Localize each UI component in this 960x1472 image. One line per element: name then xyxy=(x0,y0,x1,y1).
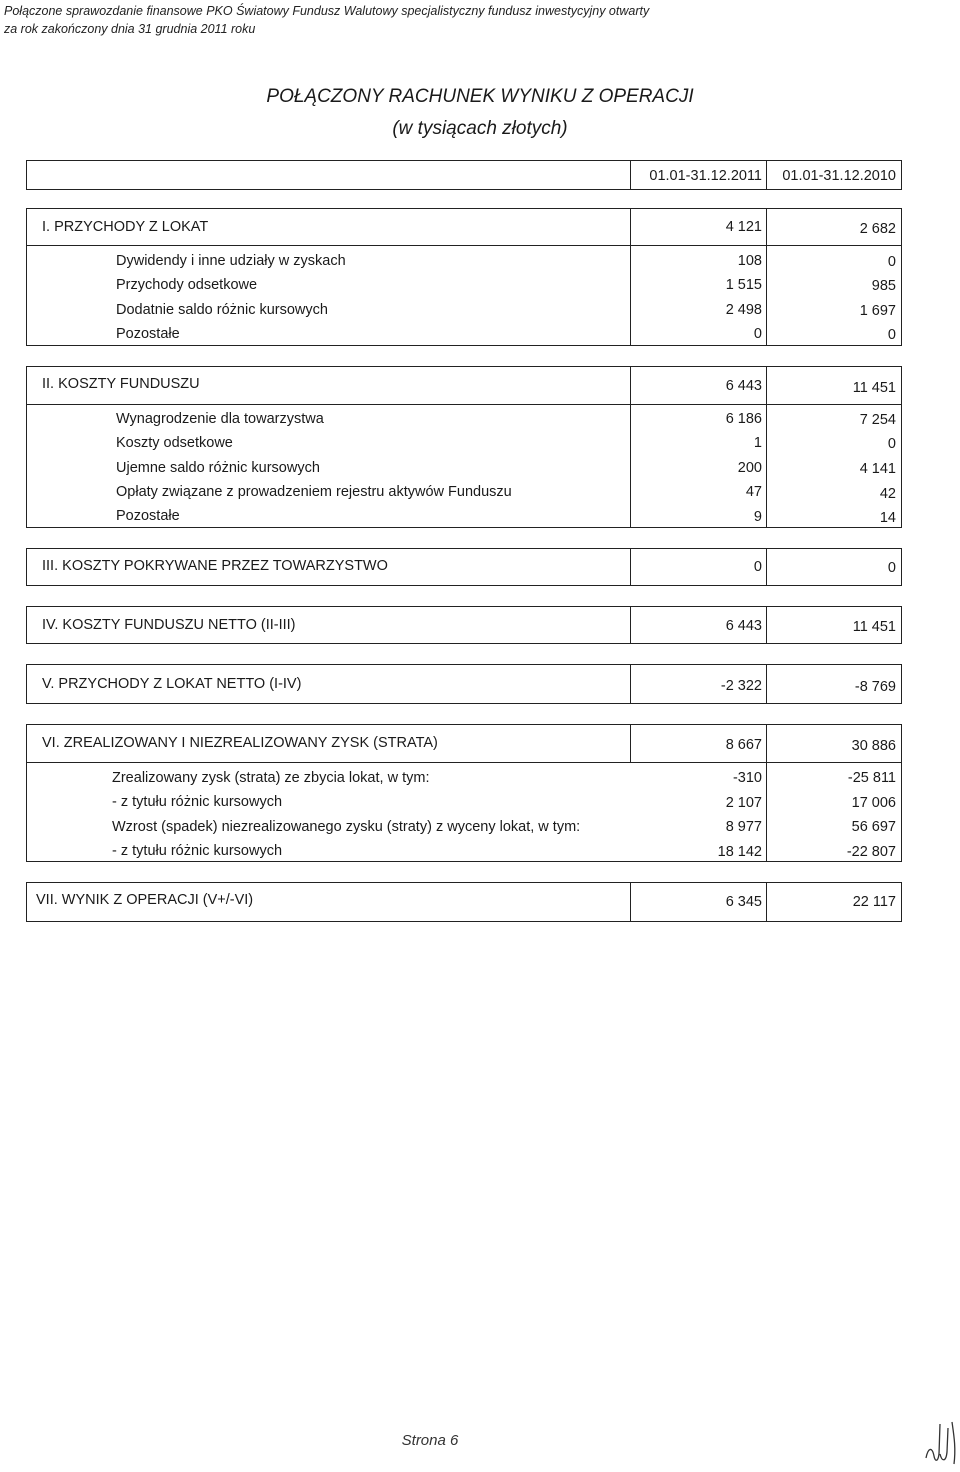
item-label: - z tytułu różnic kursowych xyxy=(112,843,283,859)
section-value-2011: 8 667 xyxy=(725,737,762,753)
item-value-2010: 1 697 xyxy=(859,303,896,319)
section-value-2011: 6 345 xyxy=(725,894,762,910)
item-label: Pozostałe xyxy=(116,508,180,524)
section-label: VII. WYNIK Z OPERACJI (V+/-VI) xyxy=(36,892,254,908)
section-value-2011: 4 121 xyxy=(725,219,762,235)
section-value-2011: 6 443 xyxy=(725,618,762,634)
item-value-2011: 108 xyxy=(737,253,762,269)
section-value-2010: -8 769 xyxy=(854,679,896,695)
item-label: Koszty odsetkowe xyxy=(116,435,233,451)
item-value-2011: 47 xyxy=(745,484,762,500)
page-subtitle: (w tysiącach złotych) xyxy=(392,118,568,139)
item-label: Opłaty związane z prowadzeniem rejestru aktywów Funduszu xyxy=(116,484,512,500)
item-value-2010: 985 xyxy=(871,278,896,294)
item-value-2011: 0 xyxy=(753,326,762,342)
item-value-2011: 8 977 xyxy=(725,819,762,835)
item-value-2011: 2 498 xyxy=(725,302,762,318)
column-header-2010: 01.01-31.12.2010 xyxy=(782,168,896,184)
item-value-2011: 1 515 xyxy=(725,277,762,293)
item-label: Wzrost (spadek) niezrealizowanego zysku (straty) z wyceny lokat, w tym: xyxy=(112,819,581,835)
header-line-2: za rok zakończony dnia 31 grudnia 2011 roku xyxy=(4,22,256,36)
item-value-2011: -310 xyxy=(732,770,762,786)
section-label: VI. ZREALIZOWANY I NIEZREALIZOWANY ZYSK (STRATA) xyxy=(42,735,438,751)
item-label: Zrealizowany zysk (strata) ze zbycia lokat, w tym: xyxy=(112,770,430,786)
item-value-2010: 0 xyxy=(887,254,896,270)
section-label: II. KOSZTY FUNDUSZU xyxy=(42,376,200,392)
page-title: POŁĄCZONY RACHUNEK WYNIKU Z OPERACJI xyxy=(266,86,694,107)
section-label: IV. KOSZTY FUNDUSZU NETTO (II-III) xyxy=(42,617,296,633)
item-value-2010: 56 697 xyxy=(851,819,896,835)
item-label: - z tytułu różnic kursowych xyxy=(112,794,283,810)
item-label: Ujemne saldo różnic kursowych xyxy=(116,460,320,476)
item-label: Wynagrodzenie dla towarzystwa xyxy=(116,411,324,427)
item-value-2011: 18 142 xyxy=(717,844,762,860)
item-value-2010: 0 xyxy=(887,327,896,343)
item-value-2010: 7 254 xyxy=(859,412,896,428)
item-value-2011: 6 186 xyxy=(725,411,762,427)
item-label: Przychody odsetkowe xyxy=(116,277,258,293)
item-value-2010: 17 006 xyxy=(851,795,896,811)
section-value-2010: 22 117 xyxy=(852,894,896,910)
section-value-2010: 30 886 xyxy=(851,738,896,754)
item-label: Dywidendy i inne udziały w zyskach xyxy=(116,253,346,269)
page-number: Strona 6 xyxy=(401,1432,459,1449)
section-label: V. PRZYCHODY Z LOKAT NETTO (I-IV) xyxy=(42,676,302,692)
section-value-2010: 11 451 xyxy=(852,380,896,396)
item-value-2011: 1 xyxy=(753,435,762,451)
section-value-2011: -2 322 xyxy=(720,678,762,694)
item-value-2010: -25 811 xyxy=(847,770,896,786)
section-value-2011: 0 xyxy=(753,559,762,575)
item-label: Dodatnie saldo różnic kursowych xyxy=(116,302,328,318)
header-line-1: Połączone sprawozdanie finansowe PKO Światowy Fundusz Walutowy specjalistyczny fundusz inwestycyjny otwarty xyxy=(4,4,650,18)
section-value-2010: 2 682 xyxy=(859,221,896,237)
item-value-2011: 200 xyxy=(737,460,762,476)
item-value-2010: 0 xyxy=(887,436,896,452)
item-value-2010: -22 807 xyxy=(846,844,896,860)
section-value-2010: 11 451 xyxy=(852,619,896,635)
item-value-2011: 9 xyxy=(753,509,762,525)
section-value-2010: 0 xyxy=(887,560,896,576)
item-value-2010: 4 141 xyxy=(859,461,896,477)
item-label: Pozostałe xyxy=(116,326,180,342)
column-header-2011: 01.01-31.12.2011 xyxy=(649,168,762,184)
item-value-2010: 14 xyxy=(879,510,896,526)
item-value-2010: 42 xyxy=(879,486,896,502)
section-value-2011: 6 443 xyxy=(725,378,762,394)
section-label: III. KOSZTY POKRYWANE PRZEZ TOWARZYSTWO xyxy=(42,558,388,574)
signature-mark xyxy=(922,1418,958,1468)
item-value-2011: 2 107 xyxy=(725,795,762,811)
section-label: I. PRZYCHODY Z LOKAT xyxy=(42,219,209,235)
